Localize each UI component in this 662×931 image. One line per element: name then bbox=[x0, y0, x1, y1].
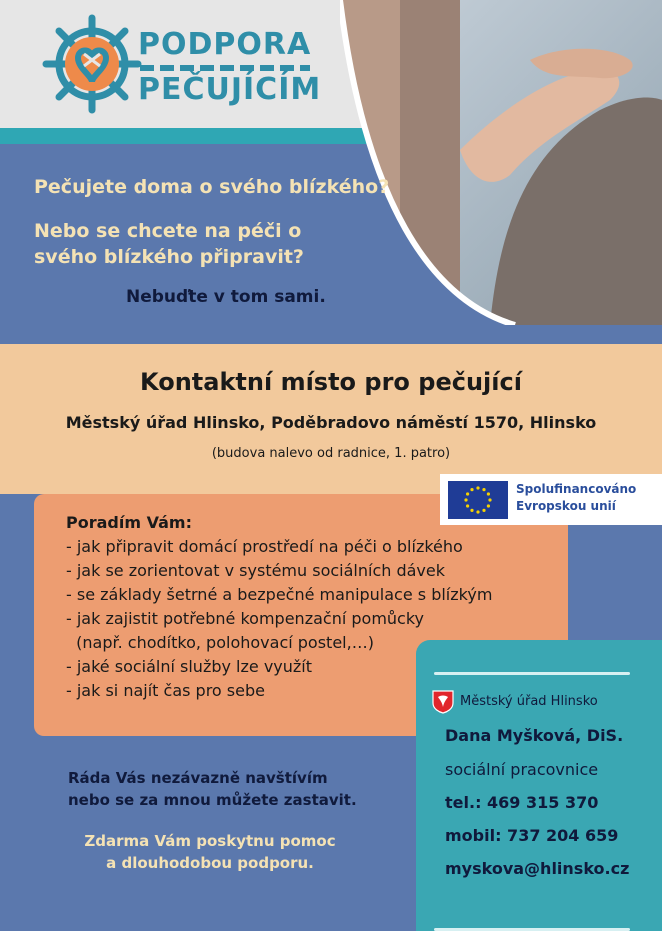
advice-item: - jaké sociální služby lze využít bbox=[66, 657, 313, 676]
eu-text-line-2: Evropskou unií bbox=[516, 499, 616, 513]
card-mobile: mobil: 737 204 659 bbox=[445, 826, 619, 845]
advice-item: - se základy šetrné a bezpečné manipulace s blízkým bbox=[66, 585, 493, 604]
card-divider-top bbox=[434, 672, 630, 675]
card-role: sociální pracovnice bbox=[445, 760, 599, 779]
advice-item: (např. chodítko, polohovací postel,…) bbox=[66, 633, 374, 652]
card-phone: tel.: 469 315 370 bbox=[445, 793, 599, 812]
card-email: myskova@hlinsko.cz bbox=[445, 859, 630, 878]
advice-item: - jak si najít čas pro sebe bbox=[66, 681, 265, 700]
card-office: Městský úřad Hlinsko bbox=[460, 694, 598, 709]
free-line-2: a dlouhodobou podporu. bbox=[106, 854, 314, 872]
advice-item: - jak zajistit potřebné kompenzační pomůcky bbox=[66, 609, 424, 628]
card-person-name: Dana Myšková, DiS. bbox=[445, 726, 624, 745]
contact-note: (budova nalevo od radnice, 1. patro) bbox=[211, 446, 451, 461]
town-crest-icon bbox=[432, 690, 454, 714]
intro-question-1: Pečujete doma o svého blízkého? bbox=[34, 176, 390, 198]
eu-text-line-1: Spolufinancováno bbox=[516, 482, 637, 496]
eu-text bbox=[516, 481, 636, 515]
intro-question-2: Nebo se chcete na péči o svého blízkého připravit? bbox=[34, 220, 304, 268]
logo-text bbox=[138, 28, 321, 107]
free-line-1: Zdarma Vám poskytnu pomoc bbox=[84, 832, 336, 850]
contact-card bbox=[416, 640, 662, 931]
visit-line-1: Ráda Vás nezávazně navštívím bbox=[68, 769, 328, 787]
caregiver-photo bbox=[340, 0, 662, 325]
intro-tagline: Nebuďte v tom sami. bbox=[126, 287, 326, 307]
contact-title: Kontaktní místo pro pečující bbox=[140, 368, 522, 396]
logo-wheel-icon bbox=[42, 14, 142, 114]
logo-line-1: PODPORA bbox=[138, 27, 312, 62]
logo-line-2: PEČUJÍCÍM bbox=[138, 72, 322, 107]
visit-line-2: nebo se za mnou můžete zastavit. bbox=[68, 791, 357, 809]
eu-flag-icon bbox=[448, 481, 508, 519]
free-help-text bbox=[0, 830, 420, 874]
advice-item: - jak se zorientovat v systému sociálních dávek bbox=[66, 561, 446, 580]
advice-heading: Poradím Vám: bbox=[66, 513, 192, 532]
advice-item: - jak připravit domácí prostředí na péči o blízkého bbox=[66, 537, 463, 556]
contact-address: Městský úřad Hlinsko, Poděbradovo náměstí 1570, Hlinsko bbox=[65, 413, 597, 432]
visit-text bbox=[68, 767, 357, 811]
logo-divider bbox=[140, 65, 310, 71]
